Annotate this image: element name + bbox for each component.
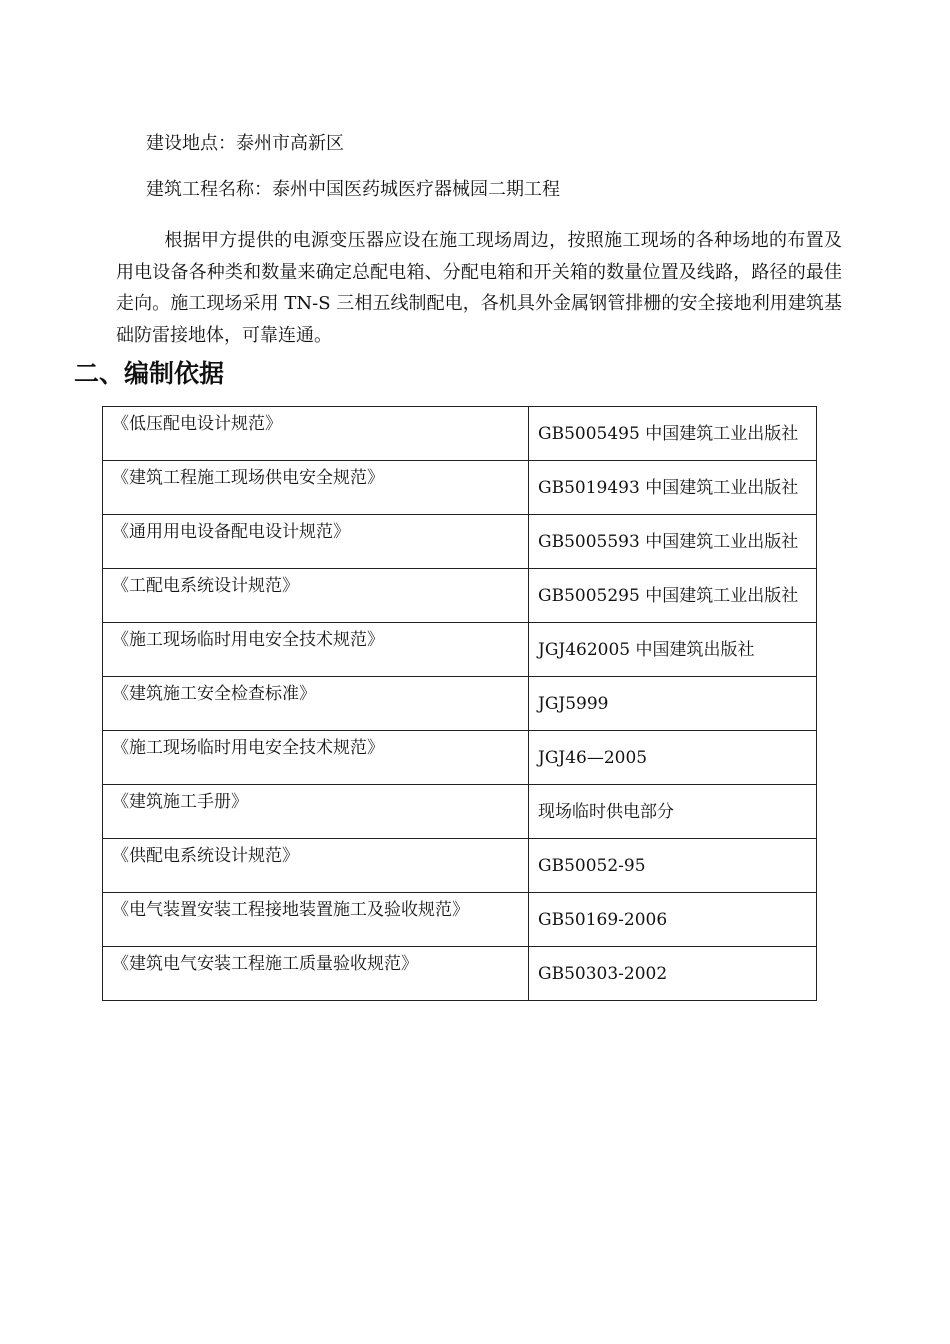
reference-source: GB50303-2002 [529,947,817,1001]
table-row [103,515,817,569]
reference-title: 《施工现场临时用电安全技术规范》 [103,731,529,785]
reference-title: 《建筑施工手册》 [103,785,529,839]
reference-title: 《建筑电气安装工程施工质量验收规范》 [103,947,529,1001]
references-table [102,406,817,1001]
table-row [103,569,817,623]
reference-title: 《建筑施工安全检查标准》 [103,677,529,731]
intro-paragraph-text: 根据甲方提供的电源变压器应设在施工现场周边，按照施工现场的各种场地的布置及用电设备各种类和数量来确定总配电箱、分配电箱和开关箱的数量位置及线路，路径的最佳走向。施工现场采用 TN-S 三相五线制配电，各机具外金属钢管排栅的安全接地利用建筑基础防雷接地体，可靠连通。 [116,230,842,346]
reference-source: GB50052-95 [529,839,817,893]
reference-source: 现场临时供电部分 [529,785,817,839]
table-row [103,677,817,731]
table-row [103,731,817,785]
reference-source: JGJ5999 [529,677,817,731]
table-row [103,893,817,947]
section-heading: 二、编制依据 [74,359,225,388]
table-row [103,623,817,677]
reference-title: 《电气装置安装工程接地装置施工及验收规范》 [103,893,529,947]
reference-title: 《通用用电设备配电设计规范》 [103,515,529,569]
reference-source: GB50169-2006 [529,893,817,947]
reference-title: 《建筑工程施工现场供电安全规范》 [103,461,529,515]
reference-source: GB5005495 中国建筑工业出版社 [529,407,817,461]
intro-paragraph [116,225,842,351]
table-row [103,785,817,839]
reference-title: 《施工现场临时用电安全技术规范》 [103,623,529,677]
reference-source: JGJ462005 中国建筑出版社 [529,623,817,677]
table-row [103,407,817,461]
reference-source: GB5019493 中国建筑工业出版社 [529,461,817,515]
reference-title: 《供配电系统设计规范》 [103,839,529,893]
table-row [103,839,817,893]
project-name: 建筑工程名称：泰州中国医药城医疗器械园二期工程 [146,179,560,200]
reference-source: JGJ46—2005 [529,731,817,785]
reference-source: GB5005295 中国建筑工业出版社 [529,569,817,623]
project-location: 建设地点：泰州市高新区 [146,133,344,154]
reference-title: 《低压配电设计规范》 [103,407,529,461]
reference-source: GB5005593 中国建筑工业出版社 [529,515,817,569]
table-row [103,947,817,1001]
table-row [103,461,817,515]
reference-title: 《工配电系统设计规范》 [103,569,529,623]
